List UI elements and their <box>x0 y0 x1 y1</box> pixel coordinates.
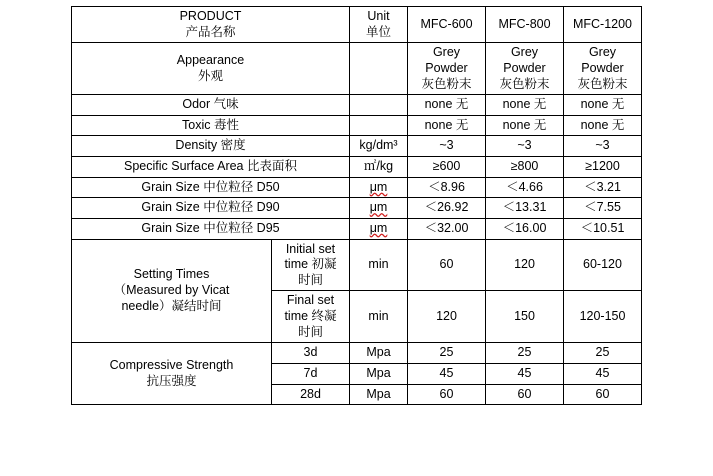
ssa-unit: ㎡/kg <box>350 157 408 178</box>
appearance-1200-line2: Powder <box>581 60 624 75</box>
product-spec-table <box>71 6 642 405</box>
density-unit: kg/dm³ <box>350 136 408 157</box>
final-set-line1: Final set <box>286 293 335 308</box>
sub-label-3d: 3d <box>272 343 350 364</box>
table-row-odor <box>72 95 642 116</box>
d95-unit <box>350 218 408 239</box>
appearance-600-line2: Powder <box>425 60 468 75</box>
header-unit-en: Unit <box>367 9 390 23</box>
row-label-grain-size-d95: Grain Size 中位粒径 D95 <box>72 218 350 239</box>
header-unit <box>350 7 408 43</box>
compressive-28d-mfc-800: 60 <box>486 384 564 405</box>
table-row-density <box>72 136 642 157</box>
d50-unit-text: μm <box>369 179 388 194</box>
compressive-3d-unit: Mpa <box>350 343 408 364</box>
d90-mfc-800: ＜13.31 <box>486 198 564 219</box>
appearance-800-line2: Powder <box>503 60 546 75</box>
initial-set-mfc-800: 120 <box>486 239 564 291</box>
toxic-unit <box>350 115 408 136</box>
compressive-7d-mfc-800: 45 <box>486 363 564 384</box>
toxic-mfc-1200: none 无 <box>564 115 642 136</box>
final-set-mfc-1200: 120-150 <box>564 291 642 343</box>
final-set-line3: 时间 <box>297 324 323 339</box>
sub-label-initial-set-time <box>272 239 350 291</box>
density-mfc-1200: ~3 <box>564 136 642 157</box>
compressive-7d-mfc-1200: 45 <box>564 363 642 384</box>
d50-mfc-600: ＜8.96 <box>408 177 486 198</box>
header-product-en: PRODUCT <box>179 9 242 23</box>
header-product-zh: 产品名称 <box>185 24 236 39</box>
compressive-7d-unit: Mpa <box>350 363 408 384</box>
setting-times-line1: Setting Times <box>133 267 210 282</box>
density-mfc-600: ~3 <box>408 136 486 157</box>
d50-unit <box>350 177 408 198</box>
d95-mfc-1200: ＜10.51 <box>564 218 642 239</box>
row-label-grain-size-d90: Grain Size 中位粒径 D90 <box>72 198 350 219</box>
header-mfc-600: MFC-600 <box>408 7 486 43</box>
d90-unit-text: μm <box>369 200 388 215</box>
appearance-600-line1: Grey <box>432 45 461 60</box>
header-mfc-800: MFC-800 <box>486 7 564 43</box>
final-set-line2: time 终凝 <box>284 309 337 323</box>
row-label-toxic: Toxic 毒性 <box>72 115 350 136</box>
density-mfc-800: ~3 <box>486 136 564 157</box>
table-row-compressive-3d <box>72 343 642 364</box>
table-row-grain-size-d90 <box>72 198 642 219</box>
ssa-mfc-600: ≥600 <box>408 157 486 178</box>
row-label-odor: Odor 气味 <box>72 95 350 116</box>
setting-times-line3: needle）凝结时间 <box>121 298 222 313</box>
appearance-800-line3: 灰色粉末 <box>499 76 550 91</box>
compressive-3d-mfc-800: 25 <box>486 343 564 364</box>
spec-sheet <box>0 6 713 476</box>
initial-set-mfc-600: 60 <box>408 239 486 291</box>
toxic-mfc-600: none 无 <box>408 115 486 136</box>
compressive-3d-mfc-600: 25 <box>408 343 486 364</box>
d90-mfc-1200: ＜7.55 <box>564 198 642 219</box>
toxic-mfc-800: none 无 <box>486 115 564 136</box>
d50-mfc-1200: ＜3.21 <box>564 177 642 198</box>
appearance-unit <box>350 43 408 95</box>
initial-set-mfc-1200: 60-120 <box>564 239 642 291</box>
sub-label-28d: 28d <box>272 384 350 405</box>
table-row-grain-size-d95 <box>72 218 642 239</box>
header-unit-zh: 单位 <box>365 24 391 39</box>
final-set-mfc-800: 150 <box>486 291 564 343</box>
compressive-28d-mfc-600: 60 <box>408 384 486 405</box>
table-row-toxic <box>72 115 642 136</box>
compressive-28d-mfc-1200: 60 <box>564 384 642 405</box>
compressive-28d-unit: Mpa <box>350 384 408 405</box>
setting-times-line2: （Measured by Vicat <box>113 283 230 298</box>
header-product <box>72 7 350 43</box>
d95-mfc-800: ＜16.00 <box>486 218 564 239</box>
d90-mfc-600: ＜26.92 <box>408 198 486 219</box>
appearance-mfc-1200 <box>564 43 642 95</box>
appearance-1200-line1: Grey <box>588 45 617 60</box>
appearance-600-line3: 灰色粉末 <box>421 76 472 91</box>
table-row-appearance <box>72 43 642 95</box>
appearance-zh: 外观 <box>197 68 223 83</box>
row-label-density: Density 密度 <box>72 136 350 157</box>
row-label-compressive-strength <box>72 343 272 405</box>
final-set-unit: min <box>350 291 408 343</box>
table-row-setting-initial <box>72 239 642 291</box>
compressive-line1: Compressive Strength <box>109 358 234 373</box>
final-set-mfc-600: 120 <box>408 291 486 343</box>
initial-set-line1: Initial set <box>285 241 336 256</box>
row-label-specific-surface-area: Specific Surface Area 比表面积 <box>72 157 350 178</box>
d95-unit-text: μm <box>369 220 388 235</box>
appearance-1200-line3: 灰色粉末 <box>577 76 628 91</box>
appearance-mfc-600 <box>408 43 486 95</box>
appearance-mfc-800 <box>486 43 564 95</box>
initial-set-line3: 时间 <box>297 272 323 287</box>
row-label-setting-times <box>72 239 272 343</box>
odor-mfc-1200: none 无 <box>564 95 642 116</box>
d90-unit <box>350 198 408 219</box>
ssa-mfc-800: ≥800 <box>486 157 564 178</box>
table-row-grain-size-d50 <box>72 177 642 198</box>
row-label-grain-size-d50: Grain Size 中位粒径 D50 <box>72 177 350 198</box>
d95-mfc-600: ＜32.00 <box>408 218 486 239</box>
odor-mfc-600: none 无 <box>408 95 486 116</box>
row-label-appearance <box>72 43 350 95</box>
compressive-7d-mfc-600: 45 <box>408 363 486 384</box>
initial-set-unit: min <box>350 239 408 291</box>
table-row-specific-surface-area <box>72 157 642 178</box>
sub-label-7d: 7d <box>272 363 350 384</box>
appearance-en: Appearance <box>176 53 245 68</box>
initial-set-line2: time 初凝 <box>284 257 337 272</box>
d50-mfc-800: ＜4.66 <box>486 177 564 198</box>
ssa-mfc-1200: ≥1200 <box>564 157 642 178</box>
table-header-row <box>72 7 642 43</box>
compressive-line2: 抗压强度 <box>146 373 197 388</box>
header-mfc-1200: MFC-1200 <box>564 7 642 43</box>
compressive-3d-mfc-1200: 25 <box>564 343 642 364</box>
sub-label-final-set-time <box>272 291 350 343</box>
odor-unit <box>350 95 408 116</box>
appearance-800-line1: Grey <box>510 45 539 60</box>
odor-mfc-800: none 无 <box>486 95 564 116</box>
